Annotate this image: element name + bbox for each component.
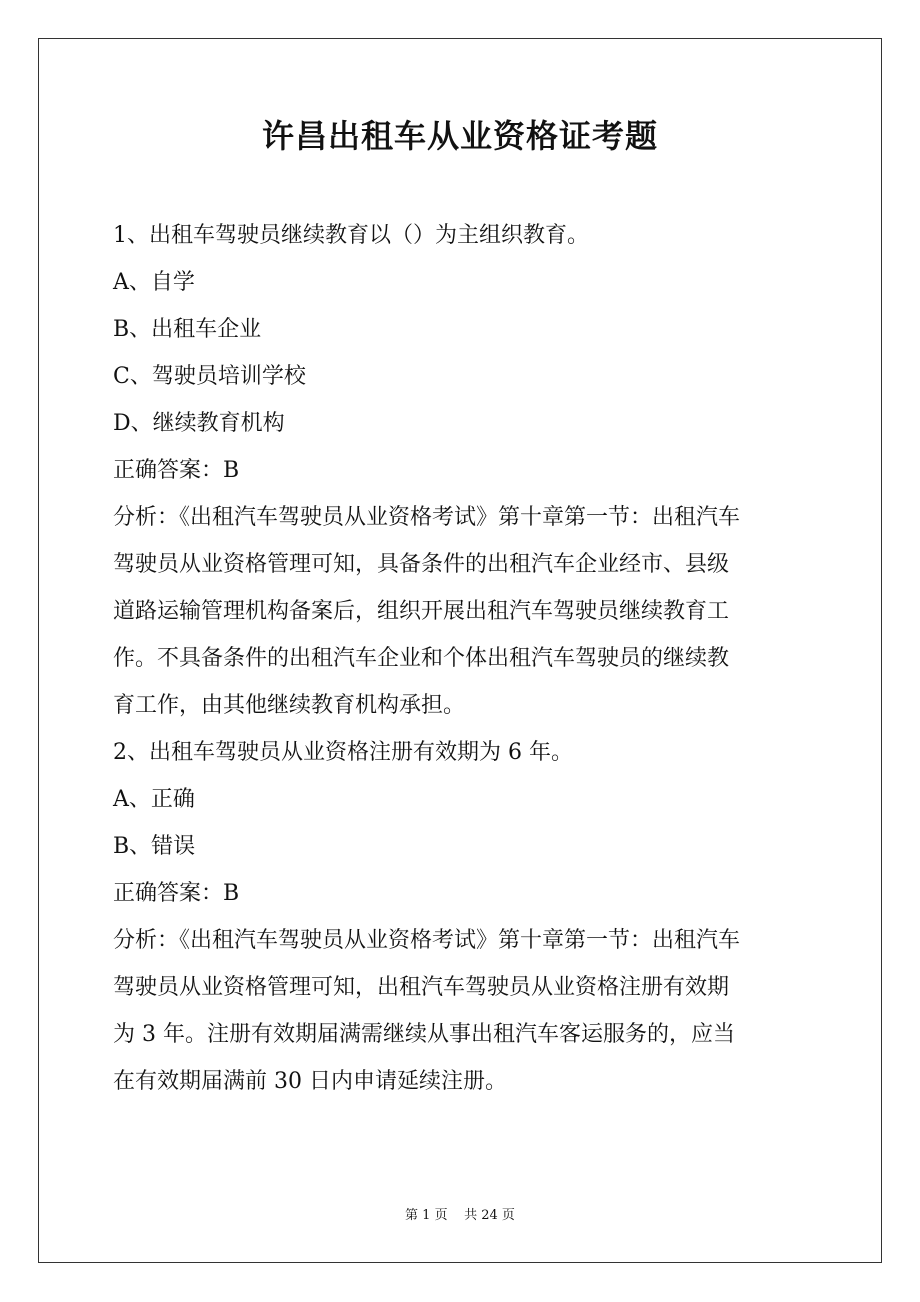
option-b: B、错误 [113, 834, 196, 859]
question-1 [113, 212, 813, 729]
analysis-line: 作。不具备条件的出租汽车企业和个体出租汽车驾驶员的继续教 [113, 646, 730, 671]
page-number: 第 1 页 [405, 1208, 448, 1223]
analysis-line: 分析：《出租汽车驾驶员从业资格考试》第十章第一节：出租汽车 [113, 928, 741, 953]
analysis-line: 育工作，由其他继续教育机构承担。 [113, 693, 466, 718]
option-d: D、继续教育机构 [113, 411, 285, 436]
analysis-line: 在有效期届满前 30 日内申请延续注册。 [113, 1069, 507, 1094]
option-c: C、驾驶员培训学校 [113, 364, 306, 389]
option-a: A、自学 [113, 270, 195, 295]
question-stem: 1、出租车驾驶员继续教育以（）为主组织教育。 [113, 223, 589, 248]
correct-answer: 正确答案：B [113, 458, 240, 483]
option-a: A、正确 [113, 787, 195, 812]
analysis-line: 分析：《出租汽车驾驶员从业资格考试》第十章第一节：出租汽车 [113, 505, 741, 530]
question-stem: 2、出租车驾驶员从业资格注册有效期为 6 年。 [113, 740, 573, 765]
analysis-line: 道路运输管理机构备案后，组织开展出租汽车驾驶员继续教育工 [113, 599, 730, 624]
analysis-line: 驾驶员从业资格管理可知，具备条件的出租汽车企业经市、县级 [113, 552, 730, 577]
page-total: 共 24 页 [464, 1208, 515, 1223]
document-title: 许昌出租车从业资格证考题 [261, 117, 658, 155]
question-list [113, 212, 813, 1105]
correct-answer: 正确答案：B [113, 881, 240, 906]
analysis-line: 为 3 年。注册有效期届满需继续从事出租汽车客运服务的，应当 [113, 1022, 735, 1047]
analysis-line: 驾驶员从业资格管理可知，出租汽车驾驶员从业资格注册有效期 [113, 975, 730, 1000]
option-b: B、出租车企业 [113, 317, 262, 342]
question-2 [113, 729, 813, 1105]
page-footer [0, 1206, 920, 1226]
